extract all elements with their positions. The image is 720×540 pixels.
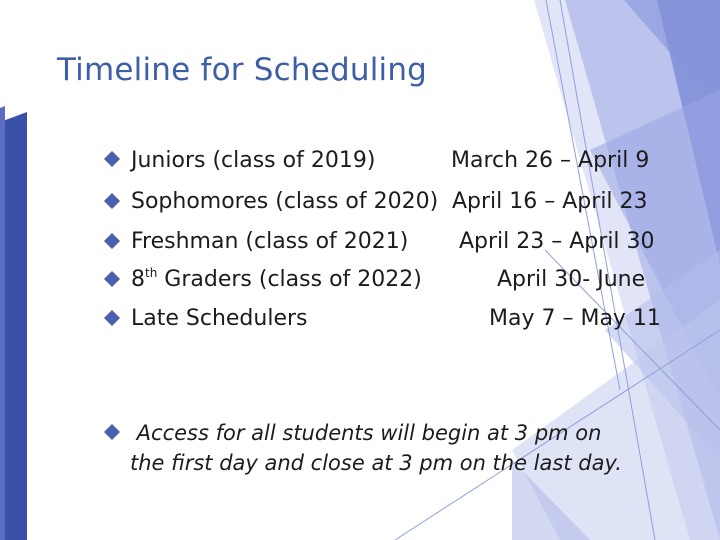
row-label-8th-number: 8 <box>131 267 145 292</box>
row-dates-freshman: April 23 – April 30 <box>459 229 655 254</box>
diamond-bullet-icon <box>103 423 121 441</box>
row-dates-8th-graders: April 30- June <box>497 267 646 292</box>
diamond-bullet-icon <box>103 309 121 327</box>
access-note <box>130 418 622 478</box>
access-note-line-2: the first day and close at 3 pm on the last day. <box>130 451 622 475</box>
row-label-sophomores: Sophomores (class of 2020) <box>131 189 439 214</box>
row-dates-late-schedulers: May 7 – May 11 <box>489 306 661 331</box>
diamond-bullet-icon <box>103 232 121 250</box>
diamond-bullet-icon <box>103 270 121 288</box>
row-label-juniors: Juniors (class of 2019) <box>131 148 376 173</box>
row-dates-sophomores: April 16 – April 23 <box>452 189 648 214</box>
diamond-bullet-icon <box>103 192 121 210</box>
row-label-freshman: Freshman (class of 2021) <box>131 229 409 254</box>
slide-title: Timeline for Scheduling <box>57 52 428 88</box>
row-label-8th-suffix: th <box>145 266 158 280</box>
row-label-8th-graders <box>131 267 422 292</box>
access-note-line-1: Access for all students will begin at 3 pm on <box>130 421 602 445</box>
row-dates-juniors: March 26 – April 9 <box>451 148 650 173</box>
row-label-late-schedulers: Late Schedulers <box>131 306 308 331</box>
row-label-8th-rest: Graders (class of 2022) <box>157 267 422 292</box>
diamond-bullet-icon <box>103 150 121 168</box>
left-bar-edge-shape <box>0 106 5 540</box>
